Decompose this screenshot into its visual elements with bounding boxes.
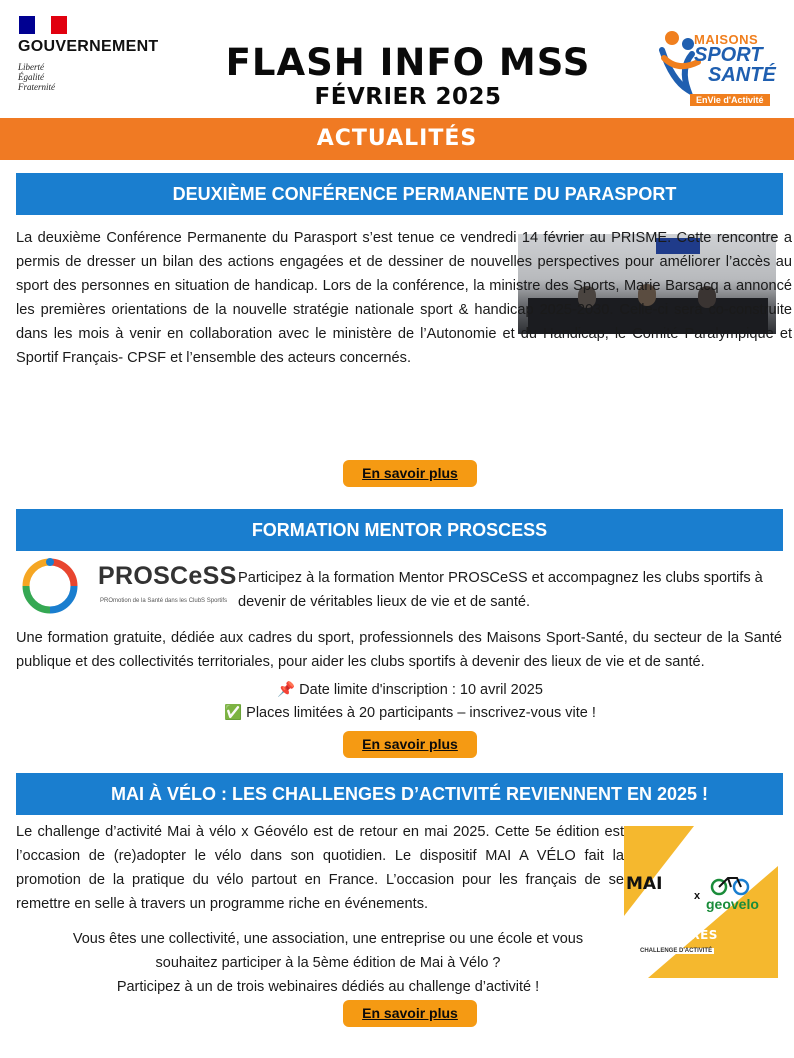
logo-line-sport: SPORT — [694, 44, 763, 66]
mai-a-velo-learn-more-button[interactable]: En savoir plus — [343, 1000, 477, 1027]
proscess-learn-more-button[interactable]: En savoir plus — [343, 731, 477, 758]
bicycle-icon — [710, 874, 750, 896]
government-logo — [18, 16, 178, 100]
newsletter-title: FLASH INFO MSS — [225, 41, 591, 84]
section-proscess-title: FORMATION MENTOR PROSCESS — [251, 520, 548, 540]
section-proscess-heading — [16, 509, 783, 551]
maisons-sport-sante-logo — [656, 20, 784, 112]
proscess-deadline: 📌 Date limite d'inscription : 10 avril 2025 — [277, 682, 543, 698]
proscess-places: ✅ Places limitées à 20 participants – inscrivez-vous vite ! — [224, 705, 596, 721]
republic-motto — [18, 62, 178, 92]
webinaires-label: WEBINAIRES — [628, 928, 718, 942]
government-name: GOUVERNEMENT — [18, 38, 159, 55]
proscess-logo-subtitle: PROmotion de la Santé dans les ClubS Sportifs — [100, 598, 228, 604]
mai-a-velo-callout-line2: Participez à un de trois webinaires dédiés au challenge d’activité ! — [116, 979, 540, 995]
mai-a-velo-logo-text: MAI — [626, 874, 663, 894]
mai-a-velo-body: Le challenge d’activité Mai à vélo x Géovélo est de retour en mai 2025. Cette 5e édition est l’occasion de (re)adopter le vélo dans son quotidien. Le dispositif MAI A VÉLO fait la promotion de la pratique du vélo partout en France. L’occasion pour les français de se remettre en selle à travers un programme riche en événements. — [16, 824, 624, 912]
actualites-banner — [0, 118, 794, 160]
section-parasport-title: DEUXIÈME CONFÉRENCE PERMANENTE DU PARASPORT — [172, 184, 677, 204]
collab-x: x — [694, 890, 701, 902]
newsletter-title-block — [210, 41, 606, 110]
mai-a-velo-callout-line1: Vous êtes une collectivité, une association, une entreprise ou une école et vous souhaitez participer à la 5ème édition de Mai à Vélo ? — [72, 931, 584, 971]
logo-line-maisons: MAISONS — [694, 32, 759, 47]
motto-fraternite: Fraternité — [18, 82, 55, 92]
actualites-heading: ACTUALITÉS — [316, 126, 478, 151]
proscess-ring-icon — [20, 556, 80, 616]
mai-a-velo-callout — [40, 927, 616, 999]
mai-a-velo-webinaires-image — [624, 826, 778, 978]
section-parasport-body: La deuxième Conférence Permanente du Parasport s’est tenue ce vendredi 14 février au PRISME. Cette rencontre a permis de dresser un bilan des actions engagées et de dessiner de nouvelles perspectives pour améliorer l’accès au sport des personnes en situation de handicap. Lors de la conférence, la ministre des Sports, Marie Barsacq a annoncé les premières orientations de la nouvelle stratégie nationale sport & handicap 2025-2030. Celle-ci sera co-construite dans les mois à venir en collaboration avec le ministère de l’Autonomie et du Handicap, le Comité Paralympique et Sportif Français- CPSF et l’ensemble des acteurs concernés. — [16, 230, 792, 366]
geovelo-logo-text: geovelo — [706, 896, 759, 912]
newsletter-date: FÉVRIER 2025 — [314, 84, 502, 110]
motto-egalite: Égalité — [18, 72, 44, 82]
section-parasport-heading — [16, 173, 783, 215]
challenge-label: CHALLENGE D'ACTIVITÉ — [640, 948, 713, 954]
motto-liberte: Liberté — [18, 62, 44, 72]
french-flag-icon — [19, 16, 67, 34]
section-mai-a-velo-heading — [16, 773, 783, 815]
parasport-learn-more-button[interactable]: En savoir plus — [343, 460, 477, 487]
proscess-logo — [16, 552, 237, 622]
proscess-body: Une formation gratuite, dédiée aux cadres du sport, professionnels des Maisons Sport-Santé, du secteur de la Santé publique et des collectivités territoriales, pour aider les clubs sportifs à devenir des lieux de vie et de santé. — [16, 630, 782, 670]
section-mai-a-velo-title: MAI À VÉLO : LES CHALLENGES D’ACTIVITÉ REVIENNENT EN 2025 ! — [110, 784, 709, 804]
proscess-logo-name: PROSCeSS — [98, 562, 237, 590]
proscess-intro: Participez à la formation Mentor PROSCeSS et accompagnez les clubs sportifs à devenir de véritables lieux de vie et de santé. — [238, 570, 763, 610]
logo-tagline: EnVie d'Activité — [690, 94, 770, 106]
logo-line-sante: SANTÉ — [708, 64, 776, 86]
